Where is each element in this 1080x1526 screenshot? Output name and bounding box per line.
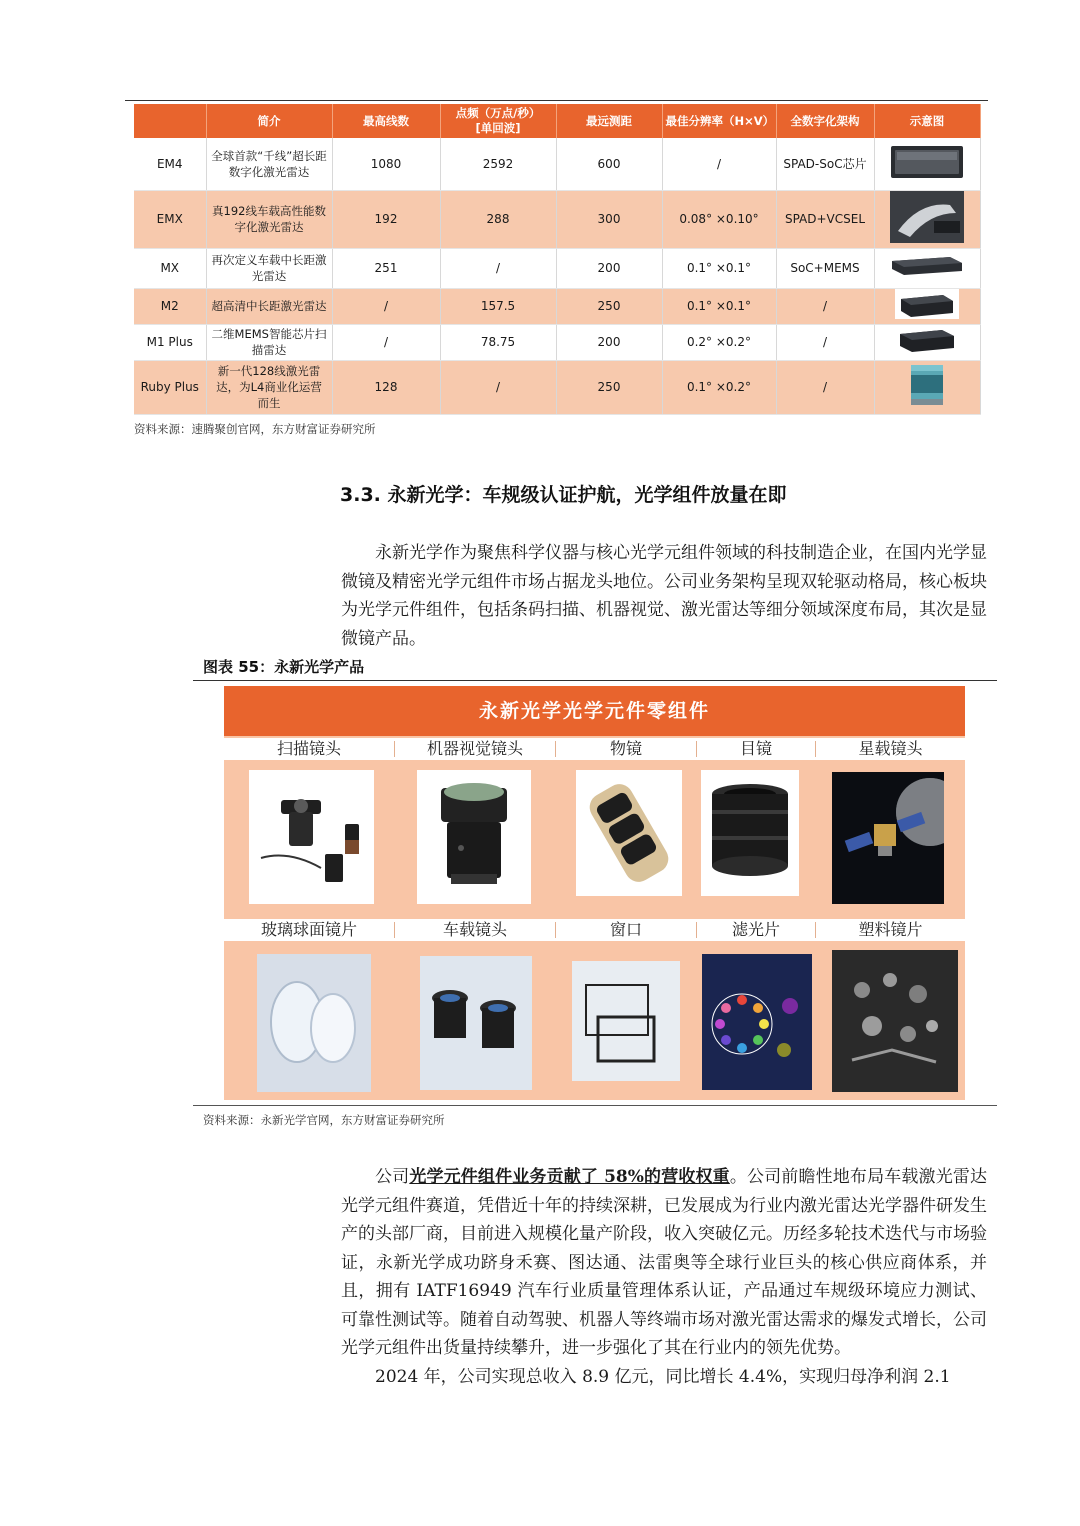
cell-lines: /: [332, 288, 440, 324]
cell-model: Ruby Plus: [134, 360, 206, 414]
cell-lines: 128: [332, 360, 440, 414]
satellite-lens-image: [832, 772, 944, 904]
cell-resolution: 0.1° ×0.1°: [662, 288, 776, 324]
cell-lines: 251: [332, 248, 440, 288]
header-image: 示意图: [874, 104, 980, 138]
label-objective: 物镜: [609, 739, 642, 758]
mx-lidar-image: [890, 255, 964, 277]
cell-arch: /: [776, 324, 874, 360]
cell-resolution: 0.1° ×0.1°: [662, 248, 776, 288]
cell-arch: SPAD+VCSEL: [776, 190, 874, 248]
cell-image: [874, 288, 980, 324]
label-satellite-lens: 星载镜头: [858, 739, 923, 758]
header-arch: 全数字化架构: [776, 104, 874, 138]
cell-image: [874, 360, 980, 414]
cell-model: EM4: [134, 138, 206, 190]
cell-intro: 二维MEMS智能芯片扫描雷达: [206, 324, 332, 360]
label-filter: 滤光片: [731, 920, 780, 939]
figure-top-rule: [193, 680, 997, 681]
eyepiece-image: [701, 770, 799, 896]
table-row: [134, 324, 980, 360]
table-header-row: [134, 104, 980, 138]
table-row: [134, 138, 980, 190]
lidar-spec-table: [134, 104, 981, 415]
cell-range: 250: [556, 288, 662, 324]
window-image: [572, 961, 680, 1081]
cell-resolution: 0.08° ×0.10°: [662, 190, 776, 248]
figure-header: 永新光学光学元件零组件: [224, 686, 965, 736]
cell-image: [874, 324, 980, 360]
cell-intro: 全球首款“千线”超长距数字化激光雷达: [206, 138, 332, 190]
section-intro-paragraph: [341, 539, 987, 653]
label-automotive-lens: 车载镜头: [442, 920, 507, 939]
highlighted-text: 光学元件组件业务贡献了 58%的营收权重: [409, 1167, 730, 1187]
plastic-lens-image: [832, 950, 958, 1092]
table-row: [134, 190, 980, 248]
cell-range: 250: [556, 360, 662, 414]
machine-vision-lens-image: [417, 770, 531, 904]
cell-resolution: /: [662, 138, 776, 190]
cell-model: M2: [134, 288, 206, 324]
cell-arch: /: [776, 360, 874, 414]
cell-model: MX: [134, 248, 206, 288]
table-row: [134, 248, 980, 288]
cell-points: 288: [440, 190, 556, 248]
paragraph-text: 2024 年，公司实现总收入 8.9 亿元，同比增长 4.4%，实现归母净利润 2.1: [375, 1366, 951, 1387]
figure-label-row-1: [224, 738, 965, 760]
header-intro: 简介: [206, 104, 332, 138]
cell-model: M1 Plus: [134, 324, 206, 360]
header-lines: 最高线数: [332, 104, 440, 138]
cell-arch: SPAD-SoC芯片: [776, 138, 874, 190]
emx-lidar-image: [890, 191, 964, 243]
cell-image: [874, 138, 980, 190]
glass-spherical-lens-image: [257, 954, 371, 1092]
cell-intro: 真192线车载高性能数字化激光雷达: [206, 190, 332, 248]
cell-arch: /: [776, 288, 874, 324]
cell-range: 600: [556, 138, 662, 190]
cell-intro: 超高清中长距激光雷达: [206, 288, 332, 324]
m2-lidar-image: [895, 289, 959, 319]
cell-intro: 再次定义车载中长距激光雷达: [206, 248, 332, 288]
table-row: [134, 288, 980, 324]
figure-bottom-rule: [193, 1105, 997, 1106]
header-points: 点频（万点/秒） [单回波]: [440, 104, 556, 138]
figure-title: 图表 55：永新光学产品: [203, 658, 365, 676]
cell-lines: 192: [332, 190, 440, 248]
cell-resolution: 0.2° ×0.2°: [662, 324, 776, 360]
automotive-lens-image: [420, 956, 532, 1090]
section-heading: 3.3. 永新光学：车规级认证护航，光学组件放量在即: [340, 484, 787, 506]
cell-range: 200: [556, 324, 662, 360]
cell-arch: SoC+MEMS: [776, 248, 874, 288]
label-plastic-lens: 塑料镜片: [858, 920, 923, 939]
table-top-rule: [125, 100, 988, 101]
em4-lidar-image: [890, 144, 964, 180]
ruby-plus-lidar-image: [907, 361, 947, 409]
header-range: 最远测距: [556, 104, 662, 138]
body-paragraph-revenue: [341, 1163, 987, 1391]
cell-points: /: [440, 248, 556, 288]
cell-image: [874, 190, 980, 248]
cell-points: 78.75: [440, 324, 556, 360]
label-glass-spherical-lens: 玻璃球面镜片: [260, 920, 357, 939]
paragraph-text: 永新光学作为聚焦科学仪器与核心光学元组件领域的科技制造企业，在国内光学显微镜及精密光学元组件市场占据龙头地位。公司业务架构呈现双轮驱动格局，核心板块为光学元件组件，包括条码扫描、机器视觉、激光雷达等细分领域深度布局，其次是显微镜产品。: [341, 543, 987, 649]
label-scan-lens: 扫描镜头: [276, 739, 341, 758]
filter-image: [702, 954, 812, 1090]
cell-range: 300: [556, 190, 662, 248]
figure-label-row-2: [224, 919, 965, 941]
table-source: 资料来源：速腾聚创官网，东方财富证券研究所: [134, 422, 376, 436]
cell-range: 200: [556, 248, 662, 288]
objective-lens-image: [576, 770, 682, 896]
cell-image: [874, 248, 980, 288]
table-row: [134, 360, 980, 414]
figure-source: 资料来源：永新光学官网，东方财富证券研究所: [203, 1113, 445, 1127]
header-resolution: 最佳分辨率（H×V）: [662, 104, 776, 138]
cell-model: EMX: [134, 190, 206, 248]
cell-lines: 1080: [332, 138, 440, 190]
cell-resolution: 0.1° ×0.2°: [662, 360, 776, 414]
cell-points: 157.5: [440, 288, 556, 324]
label-window: 窗口: [609, 920, 642, 939]
label-eyepiece: 目镜: [739, 739, 772, 758]
cell-intro: 新一代128线激光雷达，为L4商业化运营而生: [206, 360, 332, 414]
optical-components-figure: [224, 686, 965, 1100]
scan-lens-image: [249, 770, 374, 904]
cell-lines: /: [332, 324, 440, 360]
m1-plus-lidar-image: [896, 326, 958, 354]
cell-points: /: [440, 360, 556, 414]
cell-points: 2592: [440, 138, 556, 190]
paragraph-text: 公司光学元件组件业务贡献了 58%的营收权重。公司前瞻性地布局车载激光雷达光学元组件赛道，凭借近十年的持续深耕，已发展成为行业内激光雷达光学器件研发生产的头部厂商，目前进入规模化量产阶段，收入突破亿元。历经多轮技术迭代与市场验证，永新光学成功跻身禾赛、图达通、法雷奥等全球行业巨头的核心供应商体系，并且，拥有 IATF16949 汽车行业质量管理体系认证，产品通过车规级环境应力测试、可靠性测试等。随着自动驾驶、机器人等终端市场对激光雷达需求的爆发式增长，公司光学元组件出货量持续攀升，进一步强化了其在行业内的领先优势。: [341, 1167, 988, 1358]
header-model: [134, 104, 206, 138]
label-machine-vision-lens: 机器视觉镜头: [426, 739, 523, 758]
